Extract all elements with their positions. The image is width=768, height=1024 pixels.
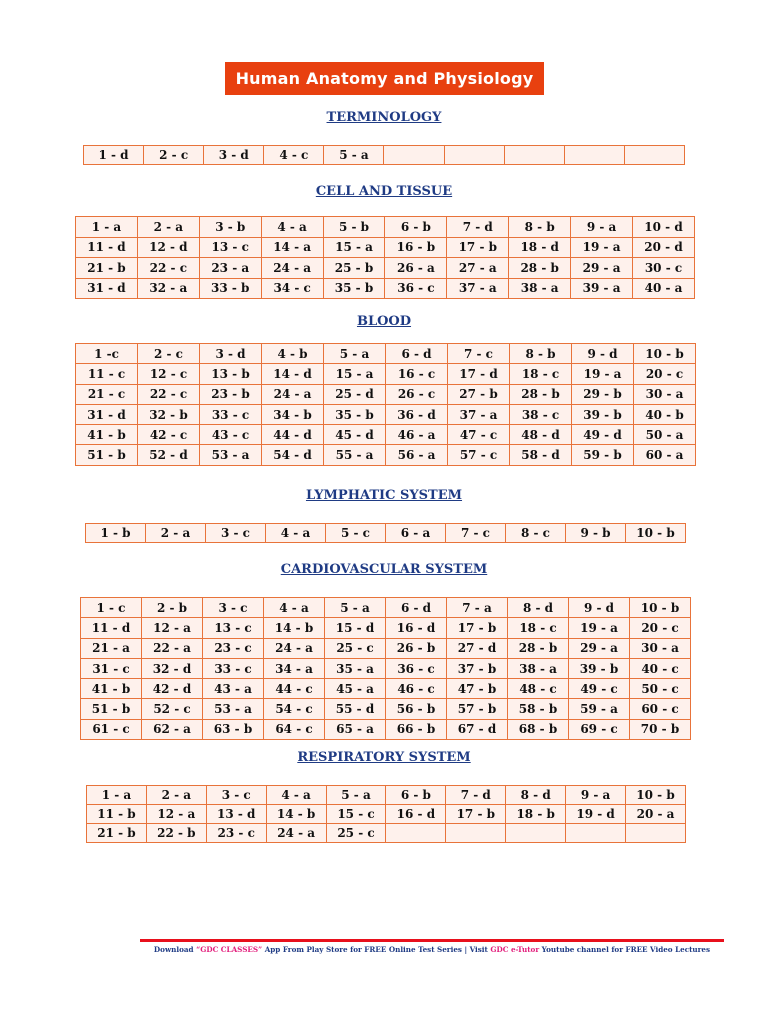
answer-cell: 6 - b xyxy=(386,786,446,805)
answer-cell: 68 - b xyxy=(508,719,569,739)
answer-cell: 29 - b xyxy=(572,384,634,404)
answer-cell: 48 - d xyxy=(510,425,572,445)
answer-cell: 2 - a xyxy=(137,217,199,238)
answer-cell: 5 - c xyxy=(326,524,386,543)
answer-cell: 7 - a xyxy=(447,598,508,618)
answer-cell: 14 - d xyxy=(262,364,324,384)
answer-cell: 19 - d xyxy=(566,805,626,824)
answer-cell: 19 - a xyxy=(569,618,630,638)
answer-cell: 34 - b xyxy=(262,404,324,424)
answer-cell: 49 - d xyxy=(572,425,634,445)
answer-cell: 22 - b xyxy=(146,824,206,843)
answer-cell: 37 - a xyxy=(447,278,509,299)
answer-cell: 16 - d xyxy=(386,618,447,638)
answer-cell xyxy=(386,824,446,843)
answer-cell: 43 - a xyxy=(203,679,264,699)
answer-cell: 28 - b xyxy=(510,384,572,404)
answer-cell: 29 - a xyxy=(569,638,630,658)
answer-cell: 23 - c xyxy=(206,824,266,843)
answer-cell: 9 - d xyxy=(569,598,630,618)
answer-row xyxy=(76,278,695,299)
answer-cell: 32 - d xyxy=(142,658,203,678)
answer-cell: 23 - a xyxy=(199,258,261,279)
answer-cell: 11 - b xyxy=(87,805,147,824)
answer-cell: 51 - b xyxy=(81,699,142,719)
answer-cell: 10 - b xyxy=(630,598,691,618)
answer-cell: 12 - c xyxy=(138,364,200,384)
answer-cell: 50 - c xyxy=(630,679,691,699)
answer-cell: 3 - b xyxy=(199,217,261,238)
answer-cell: 11 - c xyxy=(76,364,138,384)
answer-cell: 14 - b xyxy=(264,618,325,638)
answer-row xyxy=(87,824,686,843)
answer-cell: 13 - d xyxy=(206,805,266,824)
answer-cell: 38 - a xyxy=(508,658,569,678)
answer-cell: 9 - d xyxy=(572,344,634,364)
answer-cell xyxy=(446,824,506,843)
answer-cell: 8 - b xyxy=(509,217,571,238)
answer-cell: 38 - c xyxy=(510,404,572,424)
answer-cell: 2 - a xyxy=(146,786,206,805)
answer-cell: 1 -c xyxy=(76,344,138,364)
answer-cell: 14 - b xyxy=(266,805,326,824)
answer-cell xyxy=(624,146,684,165)
answer-cell: 11 - d xyxy=(81,618,142,638)
answer-cell xyxy=(504,146,564,165)
answer-cell: 12 - a xyxy=(142,618,203,638)
answer-cell: 25 - c xyxy=(326,824,386,843)
answer-cell: 58 - d xyxy=(510,445,572,465)
answer-cell: 8 - b xyxy=(510,344,572,364)
answer-cell: 26 - c xyxy=(386,384,448,404)
answer-cell: 58 - b xyxy=(508,699,569,719)
answer-cell: 50 - a xyxy=(634,425,696,445)
footer-app-name: “GDC CLASSES” xyxy=(196,945,263,954)
answer-row xyxy=(81,699,691,719)
answer-row xyxy=(76,384,696,404)
answer-cell: 42 - d xyxy=(142,679,203,699)
answer-cell: 3 - d xyxy=(200,344,262,364)
answer-cell: 37 - b xyxy=(447,658,508,678)
answer-cell: 10 - d xyxy=(633,217,695,238)
answer-cell: 4 - a xyxy=(261,217,323,238)
answer-cell: 52 - c xyxy=(142,699,203,719)
footer-text-1: Download xyxy=(153,945,197,954)
answer-cell: 31 - d xyxy=(76,278,138,299)
answer-row xyxy=(76,445,696,465)
answer-cell: 45 - d xyxy=(324,425,386,445)
answer-cell: 63 - b xyxy=(203,719,264,739)
answer-cell: 33 - c xyxy=(203,658,264,678)
answer-cell: 4 - a xyxy=(264,598,325,618)
answer-cell: 9 - a xyxy=(566,786,626,805)
answer-row xyxy=(81,618,691,638)
answer-cell: 35 - a xyxy=(325,658,386,678)
answer-cell: 61 - c xyxy=(81,719,142,739)
answer-cell: 20 - a xyxy=(626,805,686,824)
answer-cell: 8 - c xyxy=(506,524,566,543)
answer-table-blood xyxy=(75,343,696,466)
answer-cell: 46 - c xyxy=(386,679,447,699)
answer-cell: 25 - c xyxy=(325,638,386,658)
footer-channel-name: GDC e-Tutor xyxy=(490,945,540,954)
answer-cell: 20 - c xyxy=(630,618,691,638)
answer-cell: 62 - a xyxy=(142,719,203,739)
answer-cell: 57 - c xyxy=(448,445,510,465)
footer-text-3: Youtube channel for FREE Video Lectures xyxy=(539,945,711,954)
answer-cell: 2 - c xyxy=(138,344,200,364)
answer-cell: 8 - d xyxy=(508,598,569,618)
answer-cell: 64 - c xyxy=(264,719,325,739)
answer-cell: 3 - c xyxy=(203,598,264,618)
answer-cell: 16 - d xyxy=(386,805,446,824)
document-title: Human Anatomy and Physiology xyxy=(225,62,544,95)
answer-cell: 44 - c xyxy=(264,679,325,699)
answer-cell: 37 - a xyxy=(448,404,510,424)
answer-cell: 5 - a xyxy=(324,146,384,165)
answer-cell: 12 - d xyxy=(137,237,199,258)
answer-cell: 18 - d xyxy=(509,237,571,258)
answer-cell: 7 - d xyxy=(447,217,509,238)
answer-cell: 17 - b xyxy=(447,237,509,258)
answer-cell: 16 - c xyxy=(386,364,448,384)
answer-cell: 21 - c xyxy=(76,384,138,404)
answer-cell: 21 - a xyxy=(81,638,142,658)
answer-row xyxy=(76,344,696,364)
answer-cell: 47 - c xyxy=(448,425,510,445)
answer-cell: 7 - c xyxy=(446,524,506,543)
answer-cell: 27 - d xyxy=(447,638,508,658)
answer-cell: 53 - a xyxy=(203,699,264,719)
footer-text-2: App From Play Store for FREE Online Test Series | Visit xyxy=(262,945,491,954)
answer-cell: 6 - b xyxy=(385,217,447,238)
answer-cell: 30 - c xyxy=(633,258,695,279)
answer-cell: 47 - b xyxy=(447,679,508,699)
answer-cell: 3 - d xyxy=(204,146,264,165)
answer-cell: 30 - a xyxy=(634,384,696,404)
answer-cell: 15 - a xyxy=(324,364,386,384)
answer-row xyxy=(76,364,696,384)
answer-cell: 21 - b xyxy=(76,258,138,279)
answer-cell: 3 - c xyxy=(206,786,266,805)
answer-cell: 7 - d xyxy=(446,786,506,805)
footer-note xyxy=(140,945,724,954)
answer-cell: 70 - b xyxy=(630,719,691,739)
section-heading-lymphatic: LYMPHATIC SYSTEM xyxy=(305,488,463,503)
answer-cell: 31 - c xyxy=(81,658,142,678)
answer-cell: 9 - b xyxy=(566,524,626,543)
answer-cell: 33 - b xyxy=(199,278,261,299)
answer-cell: 38 - a xyxy=(509,278,571,299)
answer-cell: 24 - a xyxy=(261,258,323,279)
answer-cell: 20 - c xyxy=(634,364,696,384)
answer-table-respiratory xyxy=(86,785,686,843)
answer-cell: 69 - c xyxy=(569,719,630,739)
answer-cell xyxy=(384,146,444,165)
answer-row xyxy=(76,258,695,279)
answer-cell: 35 - b xyxy=(324,404,386,424)
answer-row xyxy=(81,719,691,739)
answer-cell: 5 - a xyxy=(324,344,386,364)
answer-cell: 14 - a xyxy=(261,237,323,258)
answer-cell: 27 - a xyxy=(447,258,509,279)
answer-cell: 5 - a xyxy=(326,786,386,805)
answer-cell: 26 - a xyxy=(385,258,447,279)
answer-cell: 35 - b xyxy=(323,278,385,299)
answer-cell: 60 - a xyxy=(634,445,696,465)
answer-cell: 27 - b xyxy=(448,384,510,404)
answer-cell: 33 - c xyxy=(200,404,262,424)
answer-cell: 55 - d xyxy=(325,699,386,719)
answer-cell: 55 - a xyxy=(324,445,386,465)
answer-cell: 54 - d xyxy=(262,445,324,465)
answer-cell: 19 - a xyxy=(572,364,634,384)
answer-cell: 56 - a xyxy=(386,445,448,465)
answer-cell: 39 - b xyxy=(572,404,634,424)
answer-cell: 66 - b xyxy=(386,719,447,739)
answer-cell: 17 - b xyxy=(446,805,506,824)
answer-cell: 40 - c xyxy=(630,658,691,678)
answer-cell: 67 - d xyxy=(447,719,508,739)
answer-cell: 31 - d xyxy=(76,404,138,424)
answer-cell xyxy=(564,146,624,165)
answer-cell: 57 - b xyxy=(447,699,508,719)
answer-cell: 17 - d xyxy=(448,364,510,384)
answer-cell: 17 - b xyxy=(447,618,508,638)
section-heading-blood: BLOOD xyxy=(356,314,412,329)
answer-cell: 41 - b xyxy=(81,679,142,699)
answer-cell: 13 - c xyxy=(199,237,261,258)
answer-cell: 39 - a xyxy=(571,278,633,299)
answer-cell: 51 - b xyxy=(76,445,138,465)
answer-cell: 56 - b xyxy=(386,699,447,719)
answer-cell: 9 - a xyxy=(571,217,633,238)
answer-row xyxy=(87,805,686,824)
answer-cell: 26 - b xyxy=(386,638,447,658)
answer-cell: 36 - c xyxy=(386,658,447,678)
answer-row xyxy=(76,237,695,258)
answer-cell: 41 - b xyxy=(76,425,138,445)
answer-table-terminology xyxy=(83,145,685,165)
answer-cell: 13 - c xyxy=(203,618,264,638)
answer-cell: 48 - c xyxy=(508,679,569,699)
answer-cell: 34 - c xyxy=(261,278,323,299)
answer-cell xyxy=(626,824,686,843)
answer-cell: 1 - a xyxy=(76,217,138,238)
answer-cell: 21 - b xyxy=(87,824,147,843)
answer-row xyxy=(84,146,685,165)
answer-cell xyxy=(566,824,626,843)
answer-cell: 36 - d xyxy=(386,404,448,424)
answer-cell: 1 - a xyxy=(87,786,147,805)
answer-cell: 5 - b xyxy=(323,217,385,238)
section-heading-cardiovascular: CARDIOVASCULAR SYSTEM xyxy=(280,562,488,577)
answer-cell: 1 - d xyxy=(84,146,144,165)
answer-cell: 4 - c xyxy=(264,146,324,165)
answer-cell: 18 - c xyxy=(508,618,569,638)
answer-row xyxy=(86,524,686,543)
answer-cell: 15 - a xyxy=(323,237,385,258)
answer-cell: 1 - b xyxy=(86,524,146,543)
answer-cell: 39 - b xyxy=(569,658,630,678)
answer-cell: 28 - b xyxy=(508,638,569,658)
answer-cell: 15 - d xyxy=(325,618,386,638)
answer-cell: 2 - b xyxy=(142,598,203,618)
answer-cell: 19 - a xyxy=(571,237,633,258)
answer-table-cardiovascular xyxy=(80,597,691,740)
section-heading-respiratory: RESPIRATORY SYSTEM xyxy=(297,750,471,765)
answer-cell: 43 - c xyxy=(200,425,262,445)
answer-cell: 24 - a xyxy=(264,638,325,658)
answer-cell: 30 - a xyxy=(630,638,691,658)
answer-cell: 24 - a xyxy=(266,824,326,843)
answer-cell: 40 - b xyxy=(634,404,696,424)
answer-cell: 59 - a xyxy=(569,699,630,719)
answer-cell: 7 - c xyxy=(448,344,510,364)
answer-cell: 10 - b xyxy=(626,786,686,805)
answer-cell: 20 - d xyxy=(633,237,695,258)
answer-cell: 4 - a xyxy=(266,524,326,543)
answer-cell: 52 - d xyxy=(138,445,200,465)
answer-cell: 10 - b xyxy=(634,344,696,364)
answer-cell: 49 - c xyxy=(569,679,630,699)
answer-cell xyxy=(506,824,566,843)
answer-cell: 23 - c xyxy=(203,638,264,658)
answer-row xyxy=(76,425,696,445)
answer-cell: 6 - d xyxy=(386,598,447,618)
answer-row xyxy=(81,658,691,678)
answer-cell: 36 - c xyxy=(385,278,447,299)
answer-cell: 6 - a xyxy=(386,524,446,543)
answer-cell xyxy=(444,146,504,165)
answer-cell: 2 - c xyxy=(144,146,204,165)
answer-cell: 6 - d xyxy=(386,344,448,364)
answer-cell: 22 - c xyxy=(138,384,200,404)
answer-row xyxy=(76,404,696,424)
answer-cell: 4 - a xyxy=(266,786,326,805)
answer-row xyxy=(76,217,695,238)
answer-cell: 25 - b xyxy=(323,258,385,279)
answer-cell: 11 - d xyxy=(76,237,138,258)
answer-cell: 18 - c xyxy=(510,364,572,384)
answer-cell: 40 - a xyxy=(633,278,695,299)
answer-table-cell-and-tissue xyxy=(75,216,695,299)
answer-cell: 12 - a xyxy=(146,805,206,824)
answer-cell: 59 - b xyxy=(572,445,634,465)
answer-row xyxy=(81,638,691,658)
answer-cell: 5 - a xyxy=(325,598,386,618)
footer-divider xyxy=(140,939,724,942)
answer-cell: 16 - b xyxy=(385,237,447,258)
answer-table-lymphatic xyxy=(85,523,686,543)
answer-row xyxy=(81,598,691,618)
answer-cell: 22 - a xyxy=(142,638,203,658)
answer-cell: 8 - d xyxy=(506,786,566,805)
answer-cell: 10 - b xyxy=(626,524,686,543)
answer-cell: 18 - b xyxy=(506,805,566,824)
answer-cell: 42 - c xyxy=(138,425,200,445)
answer-cell: 60 - c xyxy=(630,699,691,719)
answer-cell: 2 - a xyxy=(146,524,206,543)
answer-cell: 53 - a xyxy=(200,445,262,465)
answer-cell: 44 - d xyxy=(262,425,324,445)
answer-row xyxy=(81,679,691,699)
answer-cell: 45 - a xyxy=(325,679,386,699)
answer-cell: 1 - c xyxy=(81,598,142,618)
answer-cell: 46 - a xyxy=(386,425,448,445)
answer-cell: 28 - b xyxy=(509,258,571,279)
answer-cell: 3 - c xyxy=(206,524,266,543)
answer-cell: 34 - a xyxy=(264,658,325,678)
answer-cell: 24 - a xyxy=(262,384,324,404)
answer-cell: 4 - b xyxy=(262,344,324,364)
answer-cell: 23 - b xyxy=(200,384,262,404)
answer-cell: 32 - a xyxy=(137,278,199,299)
answer-cell: 65 - a xyxy=(325,719,386,739)
answer-cell: 25 - d xyxy=(324,384,386,404)
answer-cell: 32 - b xyxy=(138,404,200,424)
section-heading-terminology: TERMINOLOGY xyxy=(326,110,442,125)
answer-cell: 22 - c xyxy=(137,258,199,279)
answer-row xyxy=(87,786,686,805)
answer-cell: 15 - c xyxy=(326,805,386,824)
answer-cell: 13 - b xyxy=(200,364,262,384)
section-heading-cell-and-tissue: CELL AND TISSUE xyxy=(315,184,453,199)
answer-cell: 54 - c xyxy=(264,699,325,719)
answer-cell: 29 - a xyxy=(571,258,633,279)
